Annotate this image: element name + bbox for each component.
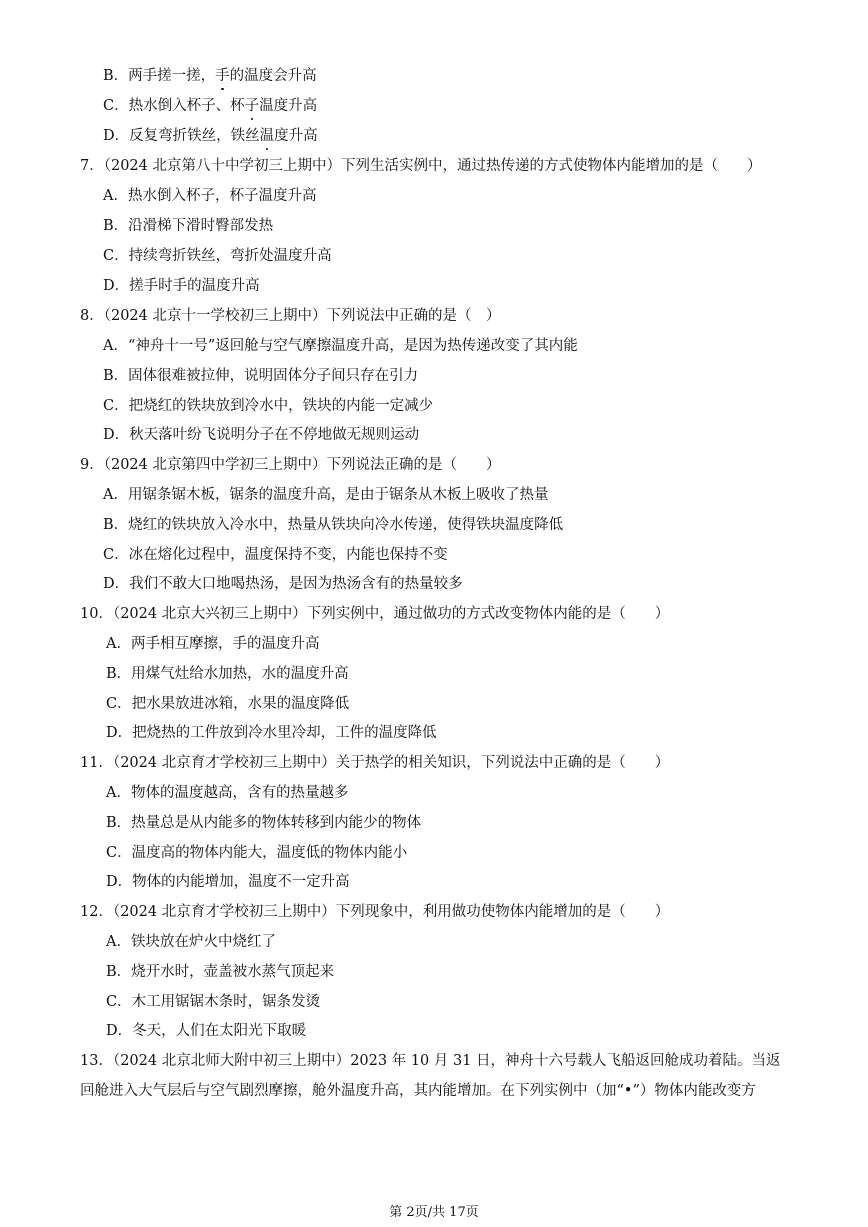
answer-option: C．温度高的物体内能大，温度低的物体内能小 — [106, 845, 408, 861]
answer-option: C．持续弯折铁丝，弯折处温度升高 — [103, 248, 332, 264]
page-footer: 第 2页/共 17页 — [389, 1205, 479, 1220]
answer-option: C．把水果放进冰箱，水果的温度降低 — [106, 696, 350, 712]
answer-option: B．烧红的铁块放入冷水中，热量从铁块向冷水传递，使得铁块温度降低 — [103, 517, 564, 533]
answer-option: D．物体的内能增加，温度不一定升高 — [106, 874, 350, 890]
emphasis-dot-char: 子 — [244, 98, 260, 114]
question-stem: 11．（2024 北京育才学校初三上期中）关于热学的相关知识，下列说法中正确的是（ ） — [80, 755, 670, 771]
answer-option: A．铁块放在炉火中烧红了 — [106, 934, 276, 950]
answer-option: B．两手搓一搓，手的温度会升高 — [103, 68, 317, 84]
answer-option: A．两手相互摩擦，手的温度升高 — [106, 636, 320, 652]
question-stem: 12．（2024 北京育才学校初三上期中）下列现象中，利用做功使物体内能增加的是（ ） — [80, 904, 670, 920]
question-stem: 7．（2024 北京第八十中学初三上期中）下列生活实例中，通过热传递的方式使物体内能增加的是（ ） — [80, 158, 762, 174]
answer-option: D．我们不敢大口地喝热汤，是因为热汤含有的热量较多 — [103, 576, 463, 592]
answer-option: D．冬天，人们在太阳光下取暖 — [106, 1023, 307, 1039]
question-stem: 8．（2024 北京十一学校初三上期中）下列说法中正确的是（ ） — [80, 308, 501, 324]
question-stem: 9．（2024 北京第四中学初三上期中）下列说法正确的是（ ） — [80, 457, 501, 473]
answer-option: A．物体的温度越高，含有的热量越多 — [106, 785, 349, 801]
emphasis-dot-char: 手 — [215, 68, 230, 84]
answer-option: A．“神舟十一号”返回舱与空气摩擦温度升高，是因为热传递改变了其内能 — [103, 338, 578, 354]
emphasis-dot-char: 温 — [259, 128, 275, 144]
answer-option: B．沿滑梯下滑时臀部发热 — [103, 218, 274, 234]
answer-option: C．冰在熔化过程中，温度保持不变，内能也保持不变 — [103, 547, 448, 563]
answer-option: B．固体很难被拉伸，说明固体分子间只存在引力 — [103, 368, 419, 384]
answer-option: D．秋天落叶纷飞说明分子在不停地做无规则运动 — [103, 427, 420, 443]
answer-option: B．用煤气灶给水加热，水的温度升高 — [106, 666, 349, 682]
answer-option: D．反复弯折铁丝，铁丝温度升高 — [103, 128, 318, 144]
answer-option: D．把烧热的工件放到冷水里冷却，工件的温度降低 — [106, 725, 437, 741]
answer-option: C．木工用锯锯木条时，锯条发烫 — [106, 994, 321, 1010]
answer-option: C．热水倒入杯子、杯子温度升高 — [103, 98, 318, 114]
answer-option: D．搓手时手的温度升高 — [103, 278, 260, 294]
question-stem: 10．（2024 北京大兴初三上期中）下列实例中，通过做功的方式改变物体内能的是（ ） — [80, 606, 670, 622]
answer-option: B．热量总是从内能多的物体转移到内能少的物体 — [106, 815, 422, 831]
question-stem: 13．（2024 北京北师大附中初三上期中）2023 年 10 月 31 日，神舟十六号载人飞船返回舱成功着陆。当返 — [80, 1053, 781, 1069]
question-stem-continued: 回舱进入大气层后与空气剧烈摩擦，舱外温度升高，其内能增加。在下列实例中（加“•”）物体内能改变方 — [80, 1083, 756, 1099]
answer-option: C．把烧红的铁块放到冷水中，铁块的内能一定减少 — [103, 398, 434, 414]
answer-option: A．热水倒入杯子，杯子温度升高 — [103, 188, 317, 204]
answer-option: A．用锯条锯木板，锯条的温度升高，是由于锯条从木板上吸收了热量 — [103, 487, 549, 503]
answer-option: B．烧开水时，壶盖被水蒸气顶起来 — [106, 964, 335, 980]
